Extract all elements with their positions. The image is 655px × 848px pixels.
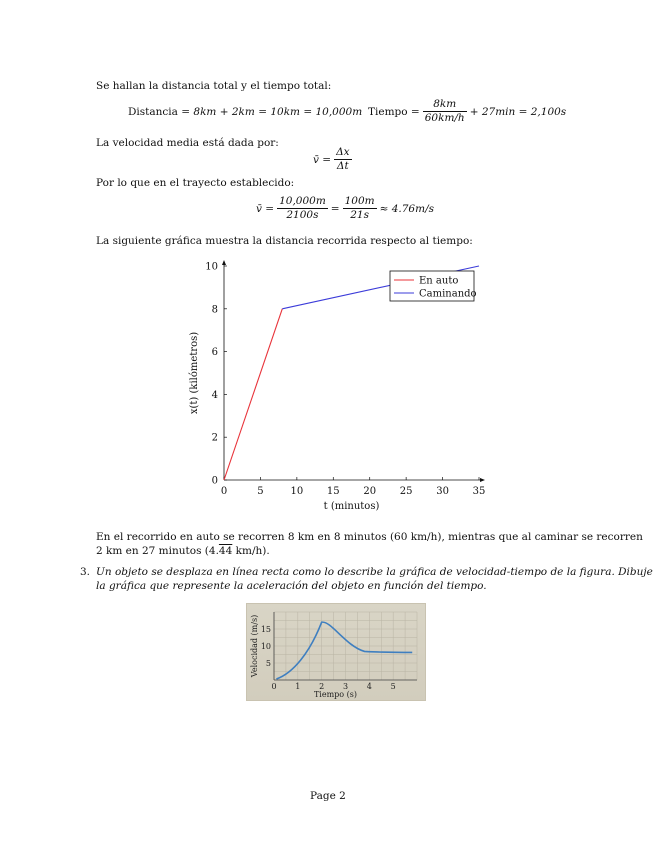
intro-text: Se hallan la distancia total y el tiempo total: [96,80,332,92]
conclusion-line-1: En el recorrido en auto se recorren 8 km en 8 minutos (60 km/h), mientras que al caminar se recorren [96,531,643,543]
avg-velocity-den: Δt [336,160,349,172]
trip-num-1: 10,000m [279,195,326,207]
trip-den-1: 2100s [286,209,319,221]
legend-label: Caminando [419,288,477,300]
photo-y-axis-label: Velocidad (m/s) [250,614,259,678]
avg-velocity-equation [313,146,352,173]
x-tick-label: 35 [472,486,486,497]
velocity-time-photo [246,603,426,701]
trip-text: Por lo que en el trayecto establecido: [96,177,295,189]
photo-x-tick-label: 1 [295,682,301,691]
trip-lhs: v̄ = [256,202,275,215]
y-tick-label: 10 [205,261,218,273]
velocity-curve [276,622,412,679]
y-tick-label: 0 [211,475,218,487]
photo-x-axis-label: Tiempo (s) [313,690,358,699]
conclusion-repeating-digits: 44 [218,545,233,557]
conclusion-line-2b: km/h). [232,545,270,557]
photo-x-tick-label: 5 [390,682,396,691]
time-fraction-den: 60km/h [424,112,465,124]
problem-line-1: Un objeto se desplaza en línea recta como lo describe la gráfica de velocidad-tiempo de la figura. Dibuje [96,566,653,578]
x-tick-label: 15 [326,486,340,497]
y-tick-label: 6 [211,347,218,359]
trip-num-2: 100m [344,195,375,207]
photo-x-tick-label: 3 [342,682,349,691]
distance-equation [128,106,362,118]
x-tick-label: 10 [290,486,304,497]
time-label: Tiempo = [368,105,420,118]
photo-y-tick-label: 10 [260,642,271,651]
trip-equals: = [330,202,340,215]
y-tick-label: 4 [211,389,218,401]
distance-label: Distancia [128,106,178,118]
y-tick-label: 8 [211,304,218,316]
conclusion-line-2 [96,544,270,558]
time-fraction-num: 8km [423,98,467,112]
photo-y-tick-label: 15 [260,625,271,634]
time-fraction [423,98,467,125]
x-tick-label: 30 [436,486,449,497]
x-axis-label: t (minutos) [323,501,380,512]
velocity-time-photo-chart [247,604,425,700]
trip-result: ≈ 4.76m/s [379,202,434,215]
y-tick-label: 2 [211,432,218,444]
x-tick-label: 20 [363,486,377,497]
photo-x-tick-label: 0 [271,682,277,691]
problem-line-2: la gráfica que represente la aceleración del objeto en función del tiempo. [96,580,487,592]
distance-value: = 8km + 2km = 10km = 10,000m [181,106,363,118]
series-line-en-auto [224,309,282,480]
problem-number: 3. [80,566,91,578]
x-tick-label: 0 [220,486,228,497]
legend-label: En auto [419,275,459,287]
y-axis-arrow [222,260,226,265]
x-tick-label: 25 [399,486,413,497]
avg-velocity-text: La velocidad media está dada por: [96,137,279,149]
photo-x-tick-label: 4 [366,682,372,691]
trip-equation [256,195,434,222]
avg-velocity-fraction [334,146,352,173]
photo-y-tick-label: 5 [265,659,271,668]
trip-den-2: 21s [350,209,369,221]
avg-velocity-lhs: v̄ = [313,153,332,166]
photo-x-tick-label: 2 [319,682,325,691]
trip-fraction-2 [343,195,377,222]
graph-intro-text: La siguiente gráfica muestra la distancia recorrida respecto al tiempo: [96,235,473,247]
x-tick-label: 5 [257,486,264,497]
avg-velocity-num: Δx [336,146,350,158]
page-number: Page 2 [310,790,346,802]
y-axis-label: x(t) (kilómetros) [189,331,200,415]
time-equation [368,98,566,125]
x-axis-arrow [480,478,485,482]
trip-fraction-1 [277,195,328,222]
distance-time-chart [180,256,510,518]
conclusion-line-2a: 2 km en 27 minutos (4. [96,545,219,557]
time-value: + 27min = 2,100s [469,105,567,118]
